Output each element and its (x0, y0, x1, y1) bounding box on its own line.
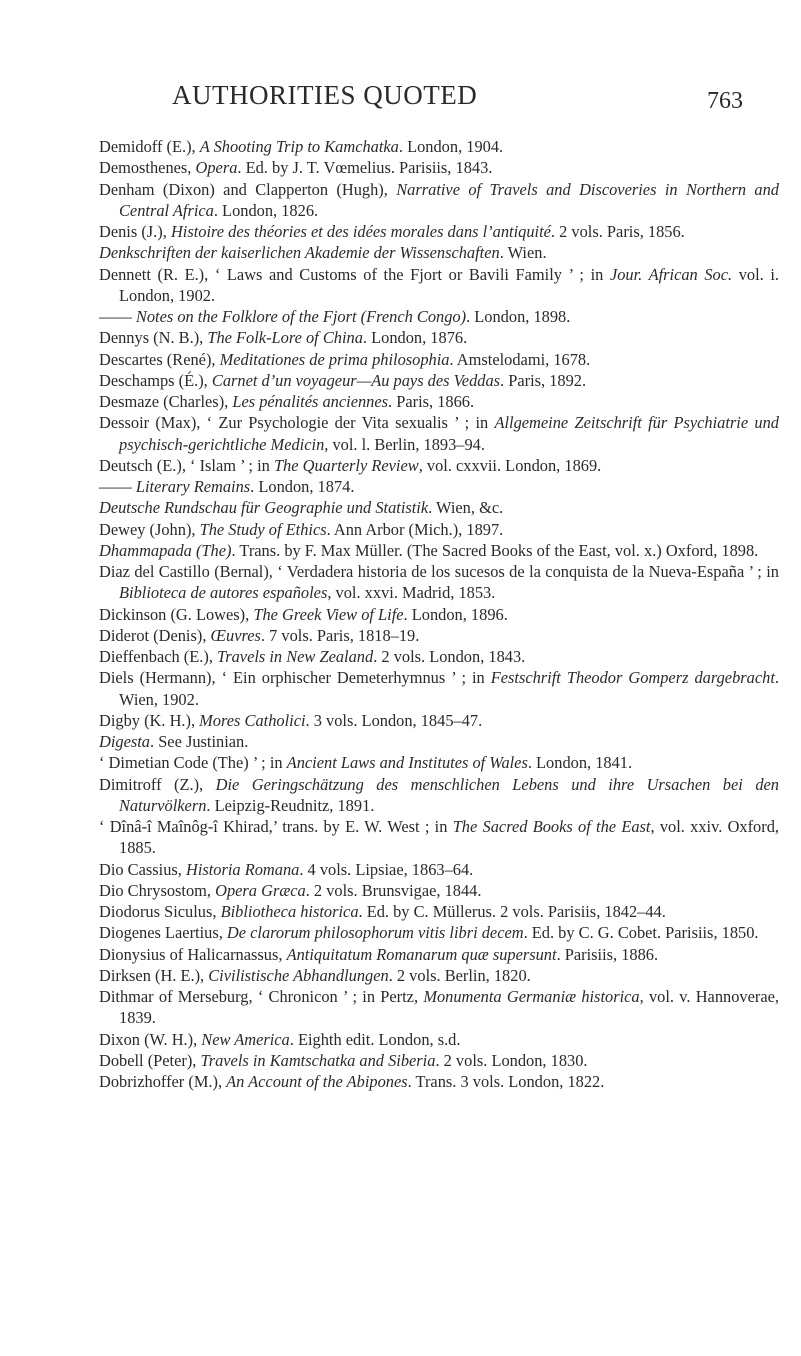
entry-details: . London, 1874. (250, 477, 355, 496)
entry-title: Allgemeine Zeitschrift für Psychiatrie und psychisch-gerichtliche Medicin (119, 413, 779, 454)
entry-details: . 2 vols. London, 1843. (373, 647, 526, 666)
entry-details: . 2 vols. Berlin, 1820. (388, 965, 531, 985)
entry-author: Dirksen (H. E.), (99, 965, 209, 985)
entry-title: Histoire des théories et des idées morales dans l’antiquité (170, 222, 551, 241)
entry-title: Œuvres (210, 625, 261, 645)
entry-author: Diels (Hermann), ‘ Ein orphischer Demeterhymnus ’ ; in (99, 668, 491, 688)
bibliography-entry (99, 179, 779, 222)
bibliography-entry (99, 497, 779, 518)
entry-title: Digesta (99, 732, 150, 751)
bibliography-entry (99, 731, 779, 752)
bibliography-entry (99, 327, 779, 348)
bibliography-entry (99, 540, 779, 561)
entry-author: Dio Cassius, (99, 859, 186, 879)
bibliography-entry (99, 561, 779, 604)
entry-details: . Wien, 1902. (119, 668, 779, 709)
entry-title: Civilistische Abhandlungen (208, 965, 389, 985)
bibliography-entry (99, 604, 779, 625)
page-header (0, 80, 801, 120)
entry-details: . Eighth edit. London, s.d. (289, 1029, 461, 1049)
entry-details: . London, 1876. (362, 328, 468, 348)
entry-details: . Paris, 1866. (388, 392, 475, 411)
entry-details: . Amstelodami, 1678. (449, 349, 591, 369)
entry-details: , vol. cxxvii. London, 1869. (418, 455, 602, 475)
entry-details: . 4 vols. Lipsiae, 1863–64. (299, 859, 474, 879)
bibliography-entry (99, 136, 779, 157)
entry-author: Dixon (W. H.), (99, 1029, 202, 1049)
entry-author: Denham (Dixon) and Clapperton (Hugh), (99, 179, 397, 199)
bibliography-entry (99, 901, 779, 922)
bibliography-entry (99, 391, 779, 412)
entry-title: Travels in Kamtschatka and Siberia (200, 1050, 436, 1070)
entry-details: . Leipzig-Reudnitz, 1891. (206, 795, 375, 815)
entry-title: Opera (195, 158, 238, 178)
entry-title: The Quarterly Review (273, 455, 419, 475)
entry-title: Travels in New Zealand (217, 647, 374, 666)
entry-author: Dio Chrysostom, (99, 880, 216, 900)
entry-author: Deschamps (É.), (99, 370, 212, 390)
bibliography-entry (99, 412, 779, 455)
entry-author: Dobell (Peter), (99, 1050, 201, 1070)
bibliography-entry (99, 519, 779, 540)
entry-title: Narrative of Travels and Discoveries in Northern and Central Africa (119, 179, 780, 220)
entry-title: Literary Remains (135, 477, 251, 496)
bibliography-entry (99, 1029, 779, 1050)
entry-title: Deutsche Rundschau für Geographie und Statistik (99, 498, 429, 518)
entry-title: Carnet d’un voyageur—Au pays des Veddas (211, 370, 501, 390)
entry-title: The Folk-Lore of China (207, 328, 363, 348)
entry-details: vol. i. London, 1902. (119, 264, 780, 305)
bibliography-entry (99, 965, 779, 986)
bibliography-entry (99, 922, 779, 943)
bibliography-entry (99, 986, 779, 1029)
bibliography-entry (99, 646, 779, 667)
entry-author: Dennett (R. E.), ‘ Laws and Customs of the Fjort or Bavili Family ’ ; in (99, 264, 610, 284)
entry-title: Bibliotheca historica (220, 902, 359, 921)
entry-details: . 2 vols. Paris, 1856. (550, 222, 685, 241)
bibliography-entry (99, 242, 779, 263)
bibliography-entry (99, 1050, 779, 1071)
bibliography-entry (99, 944, 779, 965)
entry-title: Historia Romana (185, 859, 300, 879)
bibliography-entry (99, 455, 779, 476)
entry-details: . London, 1841. (527, 753, 633, 773)
bibliography-entry (99, 816, 779, 859)
entry-details: . 2 vols. Brunsvigae, 1844. (305, 880, 482, 900)
bibliography-entry (99, 476, 779, 497)
entry-title: Denkschriften der kaiserlichen Akademie der Wissenschaften (99, 243, 500, 263)
entry-author: Descartes (René), (99, 349, 220, 369)
entry-details: , vol. v. Hannoverae, 1839. (119, 987, 779, 1028)
entry-title: Ancient Laws and Institutes of Wales (286, 753, 528, 773)
entry-details: , vol. xxvi. Madrid, 1853. (327, 583, 496, 603)
entry-author: ‘ Dimetian Code (The) ’ ; in (99, 753, 287, 773)
entry-title: Les pénalités anciennes (232, 392, 389, 411)
entry-author: Dobrizhoffer (M.), (99, 1072, 227, 1091)
entry-details: , vol. xxiv. Oxford, 1885. (119, 817, 780, 858)
entry-author: Diderot (Denis), (99, 625, 211, 645)
entry-title: New America (201, 1029, 290, 1049)
bibliography-entry (99, 667, 779, 710)
entry-details: . London, 1896. (403, 604, 508, 624)
entry-author: Dewey (John), (99, 519, 200, 539)
entry-author: Diogenes Laertius, (99, 923, 227, 943)
entry-details: . London, 1826. (213, 200, 319, 220)
entry-details: . Parisiis, 1886. (556, 944, 659, 964)
entry-title: Mores Catholici (199, 710, 306, 730)
entry-author: Dieffenbach (E.), (99, 647, 218, 666)
entry-details: . 3 vols. London, 1845–47. (305, 710, 483, 730)
entry-author: Demidoff (E.), (99, 137, 200, 156)
entry-author: ‘ Dînâ-î Maînôg-î Khirad,’ trans. by E. W. West ; in (99, 817, 453, 836)
entry-details: . 7 vols. Paris, 1818–19. (260, 625, 420, 645)
page-number: 763 (707, 88, 743, 114)
entry-title: An Account of the Abipones (226, 1072, 408, 1091)
bibliography-entry (99, 370, 779, 391)
entry-title: Monumenta Germaniæ historica (423, 987, 640, 1006)
bibliography-entry (99, 1071, 779, 1092)
entry-title: Antiquitatum Romanarum quæ supersunt (286, 944, 557, 964)
entry-author: Desmaze (Charles), (99, 392, 233, 411)
entry-details: . Ann Arbor (Mich.), 1897. (326, 519, 504, 539)
bibliography-entry (99, 264, 779, 307)
entry-details: . Ed. by C. Müllerus. 2 vols. Parisiis, 1842–44. (358, 902, 666, 921)
entry-title: The Sacred Books of the East (452, 817, 651, 836)
bibliography-entry (99, 625, 779, 646)
entry-title: Die Geringschätzung des menschlichen Lebens und ihre Ursachen bei den Naturvölkern (119, 774, 779, 815)
entry-title: The Study of Ethics (199, 519, 327, 539)
entry-author: Dessoir (Max), ‘ Zur Psychologie der Vita sexualis ’ ; in (99, 413, 495, 433)
entry-details: . Trans. by F. Max Müller. (The Sacred Books of the East, vol. x.) Oxford, 1898. (231, 540, 759, 560)
entry-title: De clarorum philosophorum vitis libri decem (226, 923, 524, 943)
bibliography-entry (99, 306, 779, 327)
bibliography-entry (99, 157, 779, 178)
entry-author: Denis (J.), (99, 222, 171, 241)
entry-author: Diodorus Siculus, (99, 902, 221, 921)
entry-title: A Shooting Trip to Kamchatka (199, 137, 399, 156)
bibliography-entry (99, 774, 779, 817)
entry-details: . London, 1904. (398, 137, 504, 156)
entry-author: Dimitroff (Z.), (99, 774, 216, 794)
entry-title: Notes on the Folklore of the Fjort (French Congo) (135, 307, 467, 326)
bibliography-entry (99, 221, 779, 242)
entry-details: . Ed. by J. T. Vœmelius. Parisiis, 1843. (237, 158, 493, 178)
bibliography-entry (99, 880, 779, 901)
entry-author: Dennys (N. B.), (99, 328, 208, 348)
entry-details: . Ed. by C. G. Cobet. Parisiis, 1850. (523, 923, 759, 943)
entry-author: Demosthenes, (99, 158, 196, 178)
bibliography-entry (99, 752, 779, 773)
entry-author: —— (99, 307, 136, 326)
entry-author: Dithmar of Merseburg, ‘ Chronicon ’ ; in Pertz, (99, 987, 424, 1006)
bibliography-entry (99, 859, 779, 880)
entry-title: The Greek View of Life (253, 604, 404, 624)
bibliography-entry (99, 710, 779, 731)
entry-details: . 2 vols. London, 1830. (435, 1050, 588, 1070)
entry-title: Dhammapada (The) (99, 540, 232, 560)
entry-author: Digby (K. H.), (99, 710, 200, 730)
entry-details: . Trans. 3 vols. London, 1822. (407, 1072, 605, 1091)
entry-title: Festschrift Theodor Gomperz dargebracht (490, 668, 775, 688)
entry-author: Dionysius of Halicarnassus, (99, 944, 287, 964)
entry-details: . Wien, &c. (428, 498, 504, 518)
entry-author: —— (99, 477, 136, 496)
running-head: AUTHORITIES QUOTED (172, 80, 478, 110)
entry-details: . Paris, 1892. (500, 370, 587, 390)
entry-title: Biblioteca de autores españoles (119, 583, 328, 603)
bibliography-entry (99, 349, 779, 370)
bibliography-list (99, 136, 779, 1092)
entry-author: Dickinson (G. Lowes), (99, 604, 254, 624)
entry-details: . London, 1898. (466, 307, 571, 326)
entry-author: Deutsch (E.), ‘ Islam ’ ; in (99, 455, 274, 475)
entry-title: Opera Græca (215, 880, 306, 900)
entry-details: , vol. l. Berlin, 1893–94. (324, 434, 485, 454)
entry-title: Jour. African Soc. (609, 264, 733, 284)
entry-details: . Wien. (499, 243, 547, 263)
entry-details: . See Justinian. (150, 732, 249, 751)
entry-title: Meditationes de prima philosophia (219, 349, 450, 369)
entry-author: Diaz del Castillo (Bernal), ‘ Verdadera historia de los sucesos de la conquista de la Nueva-España ’ ; in (99, 562, 779, 581)
